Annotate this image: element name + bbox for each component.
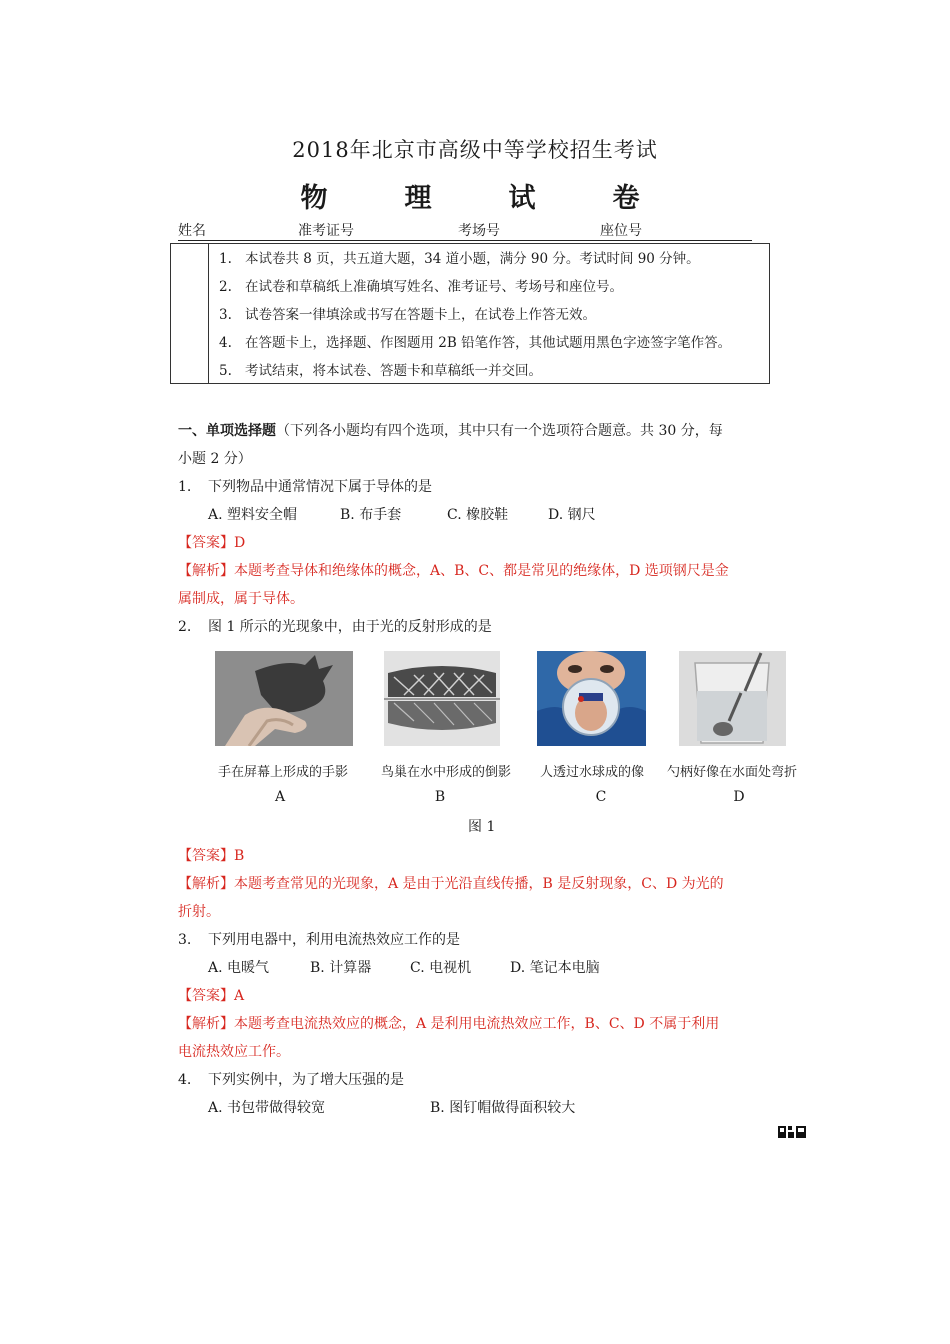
caption-a: 手在屏幕上形成的手影	[217, 765, 348, 780]
q1-analysis: 【解析】本题考查导体和绝缘体的概念，A、B、C、都是常见的绝缘体，D 选项钢尺是金	[178, 563, 729, 579]
student-info-row	[178, 220, 752, 241]
q2-answer: 【答案】B	[178, 848, 245, 864]
notice-item: 5. 考试结束，将本试卷、答题卡和草稿纸一并交回。	[219, 363, 542, 379]
notice-list	[219, 250, 731, 390]
name-field-label: 姓名	[178, 223, 206, 239]
notice-label-column	[171, 244, 209, 383]
q1-option-b: B. 布手套	[340, 507, 402, 523]
q3-analysis: 【解析】本题考查电流热效应的概念，A 是利用电流热效应工作，B、C、D 不属于利用	[178, 1016, 720, 1032]
water-ball-photo	[537, 651, 646, 746]
exam-id-field-label: 准考证号	[298, 223, 354, 239]
q3-option-b: B. 计算器	[310, 960, 372, 976]
caption-c: 人透过水球成的像	[539, 765, 644, 780]
q2-analysis-cont: 折射。	[178, 904, 220, 920]
subject-char: 理	[404, 183, 432, 214]
q4-option-a: A. 书包带做得较宽	[208, 1100, 326, 1116]
label-c: C	[595, 789, 607, 805]
q2-analysis: 【解析】本题考查常见的光现象，A 是由于光沿直线传播，B 是反射现象，C、D 为光的	[178, 876, 724, 892]
q3-answer: 【答案】A	[178, 988, 245, 1004]
exam-title: 2018年北京市高级中等学校招生考试	[292, 138, 658, 162]
subject-char: 卷	[612, 183, 640, 214]
question-2-stem: 2. 图 1 所示的光现象中，由于光的反射形成的是	[178, 619, 492, 635]
notice-item: 3. 试卷答案一律填涂或书写在答题卡上，在试卷上作答无效。	[219, 307, 596, 323]
q1-option-a: A. 塑料安全帽	[208, 507, 298, 523]
seat-number-field-label: 座位号	[600, 223, 642, 239]
notice-box	[170, 243, 770, 384]
subject-char: 物	[300, 183, 328, 214]
q3-option-d: D. 笔记本电脑	[510, 960, 600, 976]
figure-label: 图 1	[468, 819, 496, 835]
q4-option-b: B. 图钉帽做得面积较大	[430, 1100, 576, 1116]
subject-char: 试	[508, 183, 536, 214]
label-d: D	[733, 789, 745, 805]
q3-analysis-cont: 电流热效应工作。	[178, 1044, 290, 1060]
label-b: B	[434, 789, 446, 805]
q1-answer: 【答案】D	[178, 535, 246, 551]
birds-nest-reflection-photo	[384, 651, 500, 746]
q3-option-c: C. 电视机	[410, 960, 472, 976]
caption-b: 鸟巢在水中形成的倒影	[380, 765, 511, 780]
notice-item: 4. 在答题卡上，选择题、作图题用 2B 铅笔作答，其他试题用黑色字迹签字笔作答。	[219, 335, 732, 351]
notice-item: 2. 在试卷和草稿纸上准确填写姓名、准考证号、考场号和座位号。	[219, 279, 623, 295]
q3-option-a: A. 电暖气	[208, 960, 270, 976]
question-4-stem: 4. 下列实例中，为了增大压强的是	[178, 1072, 404, 1088]
section-heading: 一、单项选择题（下列各小题均有四个选项，其中只有一个选项符合题意。共 30 分，每	[178, 423, 723, 439]
section-heading-cont: 小题 2 分）	[178, 451, 252, 467]
subject-title	[0, 176, 950, 212]
notice-item: 1. 本试卷共 8 页，共五道大题，34 道小题，满分 90 分。考试时间 90 分钟。	[219, 251, 700, 267]
spoon-in-water-photo	[679, 651, 786, 746]
exam-room-field-label: 考场号	[458, 223, 500, 239]
question-3-stem: 3. 下列用电器中，利用电流热效应工作的是	[178, 932, 460, 948]
question-1-stem: 1. 下列物品中通常情况下属于导体的是	[178, 479, 432, 495]
q1-option-d: D. 钢尺	[548, 507, 596, 523]
caption-d: 勺柄好像在水面处弯折	[666, 765, 797, 780]
qr-code-icon	[778, 1123, 806, 1135]
q1-analysis-cont: 属制成，属于导体。	[178, 591, 304, 607]
hand-shadow-photo	[215, 651, 353, 746]
label-a: A	[274, 789, 286, 805]
q1-option-c: C. 橡胶鞋	[447, 507, 509, 523]
